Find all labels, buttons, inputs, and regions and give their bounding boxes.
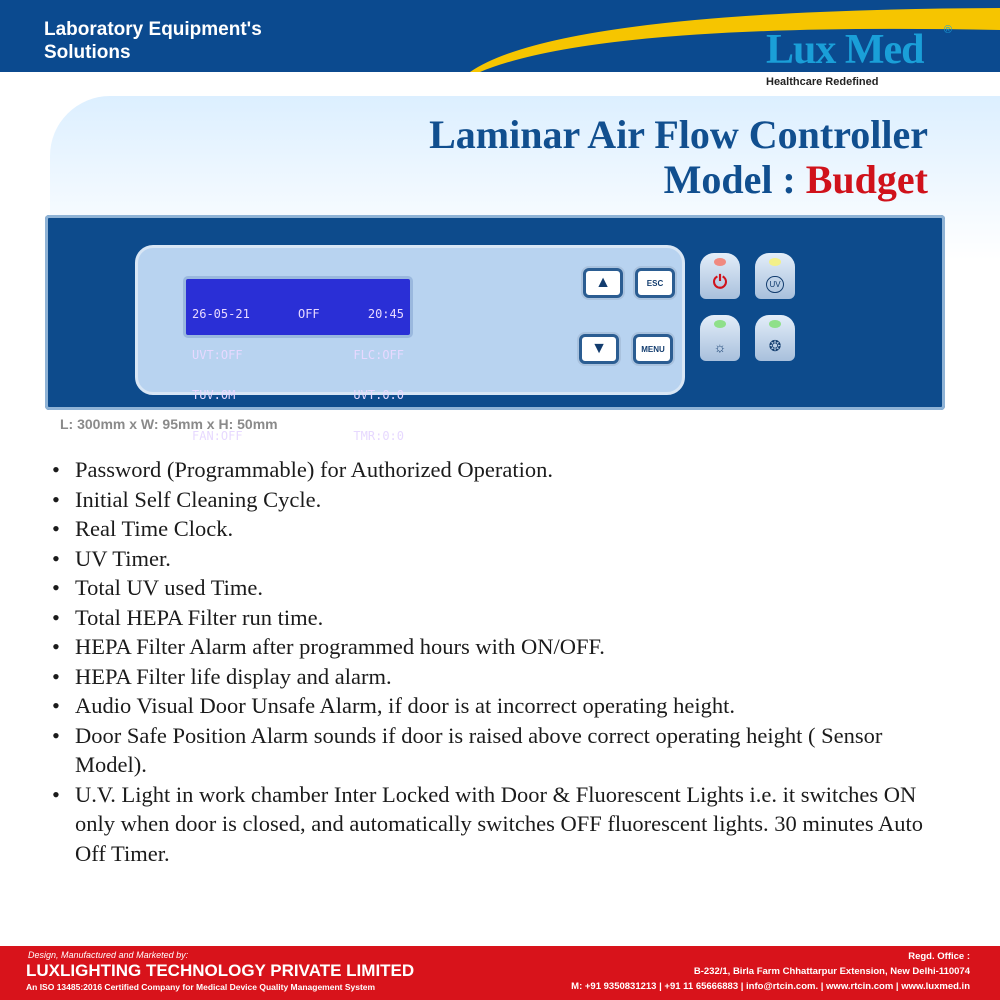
category-line1: Laboratory Equipment's (44, 19, 262, 40)
list-item: • HEPA Filter Alarm after programmed hours with ON/OFF. (52, 632, 972, 662)
uv-bulb-icon: UV (766, 276, 783, 293)
down-arrow-icon: ▼ (591, 340, 607, 357)
list-item: • UV Timer. (52, 544, 972, 574)
lcd-cell: FLC:OFF (353, 347, 404, 362)
category-line2: Solutions (44, 42, 131, 63)
lcd-cell: FAN:OFF (192, 428, 243, 443)
office-address: B-232/1, Birla Farm Chhattarpur Extension, New Delhi-110074 (693, 966, 970, 977)
contact-info: M: +91 9350831213 | +91 11 65666883 | info@rtcin.com. | www.rtcin.com | www.luxmed.in (571, 981, 970, 992)
lcd-time: 20:45 (367, 307, 404, 321)
fan-button[interactable] (755, 315, 795, 361)
list-item: • Door Safe Position Alarm sounds if door is raised above correct operating height ( Sensor Model). (52, 721, 902, 780)
lcd-cell: UVT:OFF (192, 347, 243, 362)
up-button[interactable] (583, 268, 623, 298)
power-button[interactable] (700, 253, 740, 299)
registered-icon: ® (943, 24, 952, 36)
lcd-row (192, 389, 404, 403)
footer (0, 946, 1000, 1000)
list-item: • Total UV used Time. (52, 573, 972, 603)
lcd-row (192, 349, 404, 363)
title-line1: Laminar Air Flow Controller (429, 112, 928, 157)
lcd-cell: TUV:0M (192, 388, 236, 402)
list-item: • Initial Self Cleaning Cycle. (52, 485, 972, 515)
page-title (429, 112, 928, 202)
uv-button[interactable] (755, 253, 795, 299)
power-icon: ⏻ (712, 272, 728, 292)
office-label: Regd. Office : (908, 951, 970, 962)
company-name: LUXLIGHTING TECHNOLOGY PRIVATE LIMITED (26, 961, 415, 980)
list-item: • Real Time Clock. (52, 514, 972, 544)
lcd-cell: UVT:0:0 (353, 388, 404, 402)
light-led (714, 320, 726, 328)
menu-button[interactable]: MENU (633, 334, 673, 364)
luxmed-logo (760, 22, 960, 94)
power-led (714, 258, 726, 266)
up-arrow-icon: ▲ (595, 274, 611, 291)
dimensions: L: 300mm x W: 95mm x H: 50mm (60, 416, 278, 432)
lcd-date: 26-05-21 (192, 307, 250, 321)
model-prefix: Model : (663, 157, 806, 202)
lcd-cell: TMR:0:0 (353, 428, 404, 443)
lcd-display (183, 276, 413, 443)
uv-led (769, 258, 781, 266)
light-button[interactable] (700, 315, 740, 361)
logo-tagline: Healthcare Redefined (766, 76, 879, 88)
list-item: • Total HEPA Filter run time. (52, 603, 972, 633)
fan-icon: ❂ (768, 338, 782, 355)
down-button[interactable] (579, 334, 619, 364)
lcd-row (192, 308, 404, 322)
fan-led (769, 320, 781, 328)
list-item: • Password (Programmable) for Authorized Operation. (52, 455, 972, 485)
model-line (429, 157, 928, 202)
iso-certification: An ISO 13485:2016 Certified Company for Medical Device Quality Management System (26, 982, 376, 992)
lcd-row (192, 430, 404, 444)
model-name: Budget (805, 157, 928, 202)
logo-text: Lux Med (766, 27, 924, 73)
marketed-by: Design, Manufactured and Marketed by: (28, 950, 189, 960)
list-item: • HEPA Filter life display and alarm. (52, 662, 972, 692)
category-heading (44, 18, 424, 64)
feature-list (52, 455, 972, 868)
light-bulb-icon: ☼ (713, 339, 727, 355)
esc-button[interactable]: ESC (635, 268, 675, 298)
lcd-status: OFF (297, 307, 320, 321)
list-item: • Audio Visual Door Unsafe Alarm, if door is at incorrect operating height. (52, 691, 902, 721)
list-item: • U.V. Light in work chamber Inter Locked with Door & Fluorescent Lights i.e. it switches ON only when door is closed, and automatically switches OFF fluorescent lights. 30 minutes Auto Off Timer. (52, 780, 942, 869)
